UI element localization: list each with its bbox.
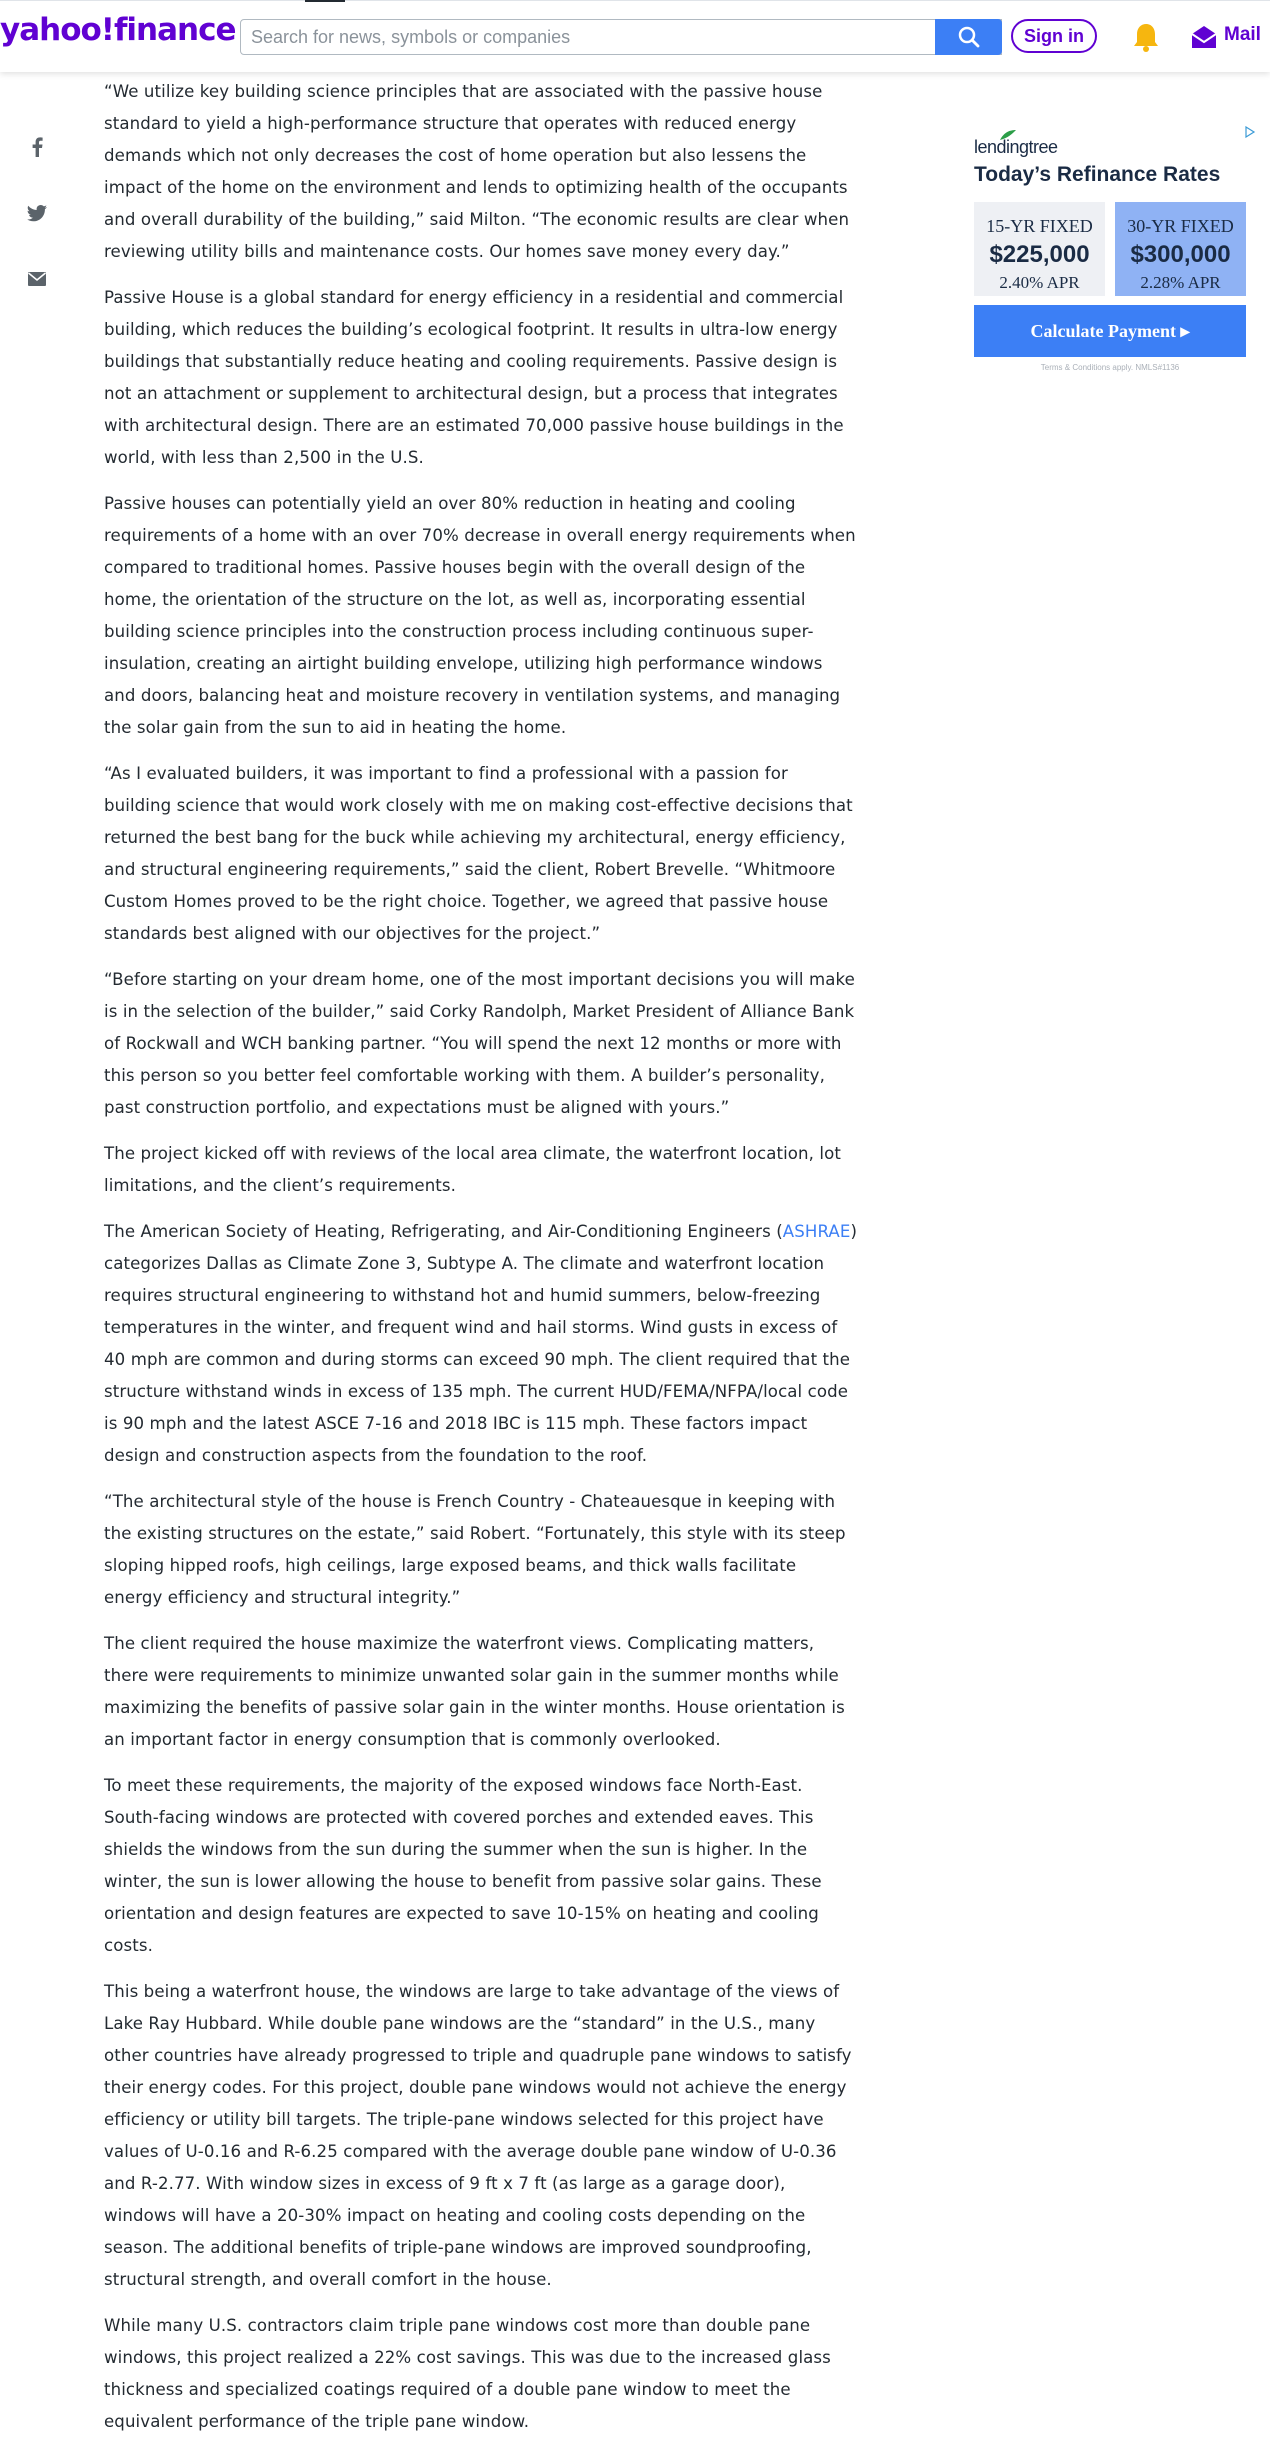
article-paragraph: Passive House is a global standard for energy efficiency in a residential and commercial building, which reduces the building’s ecological footprint. It results in ultra-low energy buildings that substantially reduce heating and cooling requirements. Passive design is not an attachment or supplement to architectural design, but a process that integrates with architectural design. There are an estimated 70,000 passive house buildings in the world, with less than 2,500 in the U.S. (104, 288, 844, 467)
bell-icon[interactable] (1132, 22, 1160, 52)
logo-main: yahoo! (0, 12, 114, 48)
ashrae-link[interactable]: ASHRAE (782, 1222, 851, 1241)
article-paragraph: Passive houses can potentially yield an over 80% reduction in heating and cooling requirements of a home with an over 70% decrease in overall energy requirements when compared to traditional homes. Passive houses begin with the overall design of the home, the orientation of the structure on the lot, as well as, incorporating essential building science principles into the construction process including continuous super-insulation, creating an airtight building envelope, utilizing high performance windows and doors, balancing heat and moisture recovery in ventilation systems, and managing the solar gain from the sun to aid in heating the home. (104, 494, 856, 737)
article-paragraph: “As I evaluated builders, it was important to find a professional with a passion for building science that would work closely with me on making cost-effective decisions that returned the best bang for the buck while achieving my architectural, energy efficiency, and structural engineering requirements,” said the client, Robert Brevelle. “Whitmoore Custom Homes proved to be the right choice. Together, we agreed that passive house standards best aligned with our objectives for the project.” (104, 764, 853, 943)
article-paragraph: “Before starting on your dream home, one of the most important decisions you will make is in the selection of the builder,” said Corky Randolph, Market President of Alliance Bank of Rockwall and WCH banking partner. “You will spend the next 12 months or more with this person so you better feel comfortable working with them. A builder’s personality, past construction portfolio, and expectations must be aligned with yours.” (104, 970, 855, 1117)
share-facebook-button[interactable] (24, 134, 50, 160)
rate-apr: 2.40% APR (999, 273, 1080, 292)
search-box (240, 19, 1002, 55)
rate-label: 30-YR FIXED (1127, 216, 1234, 236)
header-divider (0, 0, 1270, 1)
search-input[interactable] (241, 20, 1001, 54)
ad-heading: Today’s Refinance Rates (974, 163, 1221, 186)
calculate-payment-button[interactable]: Calculate Payment ▸ (974, 305, 1246, 357)
article-paragraph: While many U.S. contractors claim triple pane windows cost more than double pane windows, this project realized a 22% cost savings. This was due to the increased glass thickness and specialized coatings required of a double pane window to meet the equivalent performance of the triple pane window. (104, 2316, 831, 2431)
rate-amount: $225,000 (989, 241, 1090, 268)
mail-link[interactable]: Mail (1224, 24, 1261, 45)
article-paragraph: The project kicked off with reviews of the local area climate, the waterfront location, lot limitations, and the client’s requirements. (104, 1144, 841, 1195)
search-icon (957, 25, 981, 49)
rate-card-15yr[interactable] (974, 202, 1105, 296)
rate-label: 15-YR FIXED (986, 216, 1093, 236)
share-twitter-button[interactable] (24, 200, 50, 226)
yahoo-finance-logo[interactable] (0, 12, 236, 48)
adchoices-icon[interactable] (1244, 126, 1256, 138)
article-paragraph: This being a waterfront house, the windows are large to take advantage of the views of Lake Ray Hubbard. While double pane windows are the “standard” in the U.S., many other countries have already progressed to triple and quadruple pane windows to satisfy their energy codes. For this project, double pane windows would not achieve the energy efficiency or utility bill targets. The triple-pane windows selected for this project have values of U-0.16 and R-6.25 compared with the average double pane window of U-0.36 and R-2.77. With window sizes in excess of 9 ft x 7 ft (as large as a garage door), windows will have a 20-30% impact on heating and cooling costs depending on the season. The additional benefits of triple-pane windows are improved soundproofing, structural strength, and overall comfort in the house. (104, 1982, 852, 2289)
article-paragraph: “The architectural style of the house is French Country - Chateauesque in keeping with the existing structures on the estate,” said Robert. “Fortunately, this style with its steep sloping hipped roofs, high ceilings, large exposed beams, and thick walls facilitate energy efficiency and structural integrity.” (104, 1492, 846, 1607)
rate-amount: $300,000 (1130, 241, 1231, 268)
sign-in-button[interactable]: Sign in (1011, 19, 1097, 53)
header-accent-line (305, 0, 345, 2)
article-paragraph-ashrae (104, 1216, 858, 1472)
facebook-icon (31, 137, 43, 157)
ashrae-text-after: ) categorizes Dallas as Climate Zone 3, Subtype A. The climate and waterfront location requires structural engineering to withstand hot and humid summers, below-freezing temperatures in the winter, and frequent wind and hail storms. Wind gusts in excess of 40 mph are common and during storms can exceed 90 mph. The client required that the structure withstand winds in excess of 135 mph. The current HUD/FEMA/NFPA/local code is 90 mph and the latest ASCE 7-16 and 2018 IBC is 115 mph. These factors impact design and construction aspects from the foundation to the roof. (104, 1222, 858, 1465)
ashrae-text-before: The American Society of Heating, Refrigerating, and Air-Conditioning Engineers ( (104, 1222, 783, 1241)
twitter-icon (27, 205, 47, 222)
logo-sub: finance (113, 12, 236, 48)
rate-card-30yr[interactable] (1115, 202, 1246, 296)
email-icon (28, 272, 46, 286)
mail-icon[interactable] (1190, 24, 1218, 50)
article-paragraph: The client required the house maximize the waterfront views. Complicating matters, there were requirements to minimize unwanted solar gain in the summer months while maximizing the benefits of passive solar gain in the winter months. House orientation is an important factor in energy consumption that is commonly overlooked. (104, 1634, 845, 1749)
share-email-button[interactable] (24, 266, 50, 292)
article-paragraph: “We utilize key building science principles that are associated with the passive house standard to yield a high-performance structure that operates with reduced energy demands which not only decreases the cost of home operation but also lessens the impact of the home on the environment and lends to optimizing health of the occupants and overall durability of the building,” said Milton. “The economic results are clear when reviewing utility bills and maintenance costs. Our homes save money every day.” (104, 82, 850, 261)
article-paragraph: To meet these requirements, the majority of the exposed windows face North-East. South-facing windows are protected with covered porches and extended eaves. This shields the windows from the sun during the summer when the sun is higher. In the winter, the sun is lower allowing the house to benefit from passive solar gains. These orientation and design features are expected to save 10-15% on heating and cooling costs. (104, 1776, 822, 1955)
top-header (0, 0, 1270, 72)
article-body (104, 76, 858, 2452)
rate-apr: 2.28% APR (1140, 273, 1221, 292)
lendingtree-logo: lendingtree (974, 137, 1058, 157)
ad-terms: Terms & Conditions apply. NMLS#1136 (1040, 363, 1180, 372)
search-button[interactable] (935, 19, 1002, 55)
